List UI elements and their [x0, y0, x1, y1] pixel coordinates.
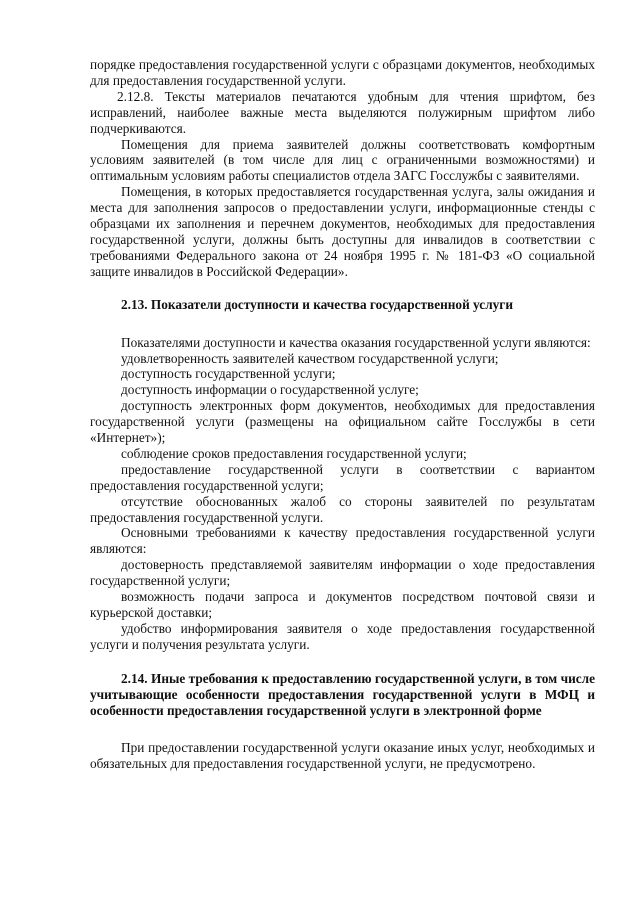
paragraph: Показателями доступности и качества оказания государственной услуги являются:: [121, 334, 591, 350]
paragraph: Основными требованиями к качеству предоставления государственной услуги являются:: [90, 525, 595, 557]
list-item: доступность информации о государственной услуге;: [121, 382, 419, 398]
paragraph: Помещения для приема заявителей должны соответствовать комфортным условиям заявителей (в том числе для лиц с ограниченными возможностями) и оптимальным условиям работы специалистов отдела ЗАГС Госслужбы с заявителями.: [90, 136, 595, 184]
list-item: удобство информирования заявителя о ходе предоставления государственной услуги и получения результата услуги.: [90, 620, 595, 652]
paragraph: порядке предоставления государственной услуги с образцами документов, необходимых для предоставления государственной услуги.: [90, 57, 595, 88]
paragraph: 2.12.8. Тексты материалов печатаются удобным для чтения шрифтом, без исправлений, наиболее важные места выделяются полужирным шрифтом либо подчеркиваются.: [90, 88, 595, 136]
paragraph: Помещения, в которых предоставляется государственная услуга, залы ожидания и места для заполнения запросов о предоставлении услуги, информационные стенды с образцами их заполнения и перечнем документов, необходимых для предоставления государственной услуги, должны быть доступны для инвалидов в соответствии с требованиями Федерального закона от 24 ноября 1995 г. № 181-ФЗ «О социальной защите инвалидов в Российской Федерации».: [90, 184, 595, 279]
list-item: соблюдение сроков предоставления государственной услуги;: [121, 445, 467, 461]
list-item: возможность подачи запроса и документов посредством почтовой связи и курьерской доставки;: [90, 589, 595, 620]
list-item: доступность государственной услуги;: [121, 366, 336, 382]
section-heading-2-14: 2.14. Иные требования к предоставлению государственной услуги, в том числе учитывающие особенности предоставления государственной услуги в МФЦ и особенности предоставления государственной услуги в электронной форме: [90, 670, 595, 718]
section-heading-2-13: 2.13. Показатели доступности и качества государственной услуги: [121, 296, 514, 312]
list-item: удовлетворенность заявителей качеством государственной услуги;: [121, 350, 499, 366]
list-item: достоверность представляемой заявителям информации о ходе предоставления государственной услуги;: [90, 557, 595, 589]
list-item: доступность электронных форм документов, необходимых для предоставления государственной услуги (размещены на официальном сайте Госслужбы в сети «Интернет»);: [90, 398, 595, 446]
document-page: [90, 57, 595, 772]
list-item: отсутствие обоснованных жалоб со стороны заявителей по результатам предоставления государственной услуги.: [90, 493, 595, 525]
paragraph: При предоставлении государственной услуги оказание иных услуг, необходимых и обязательных для предоставления государственной услуги, не предусмотрено.: [90, 740, 595, 772]
list-item: предоставление государственной услуги в соответствии с вариантом предоставления государственной услуги;: [90, 461, 595, 493]
